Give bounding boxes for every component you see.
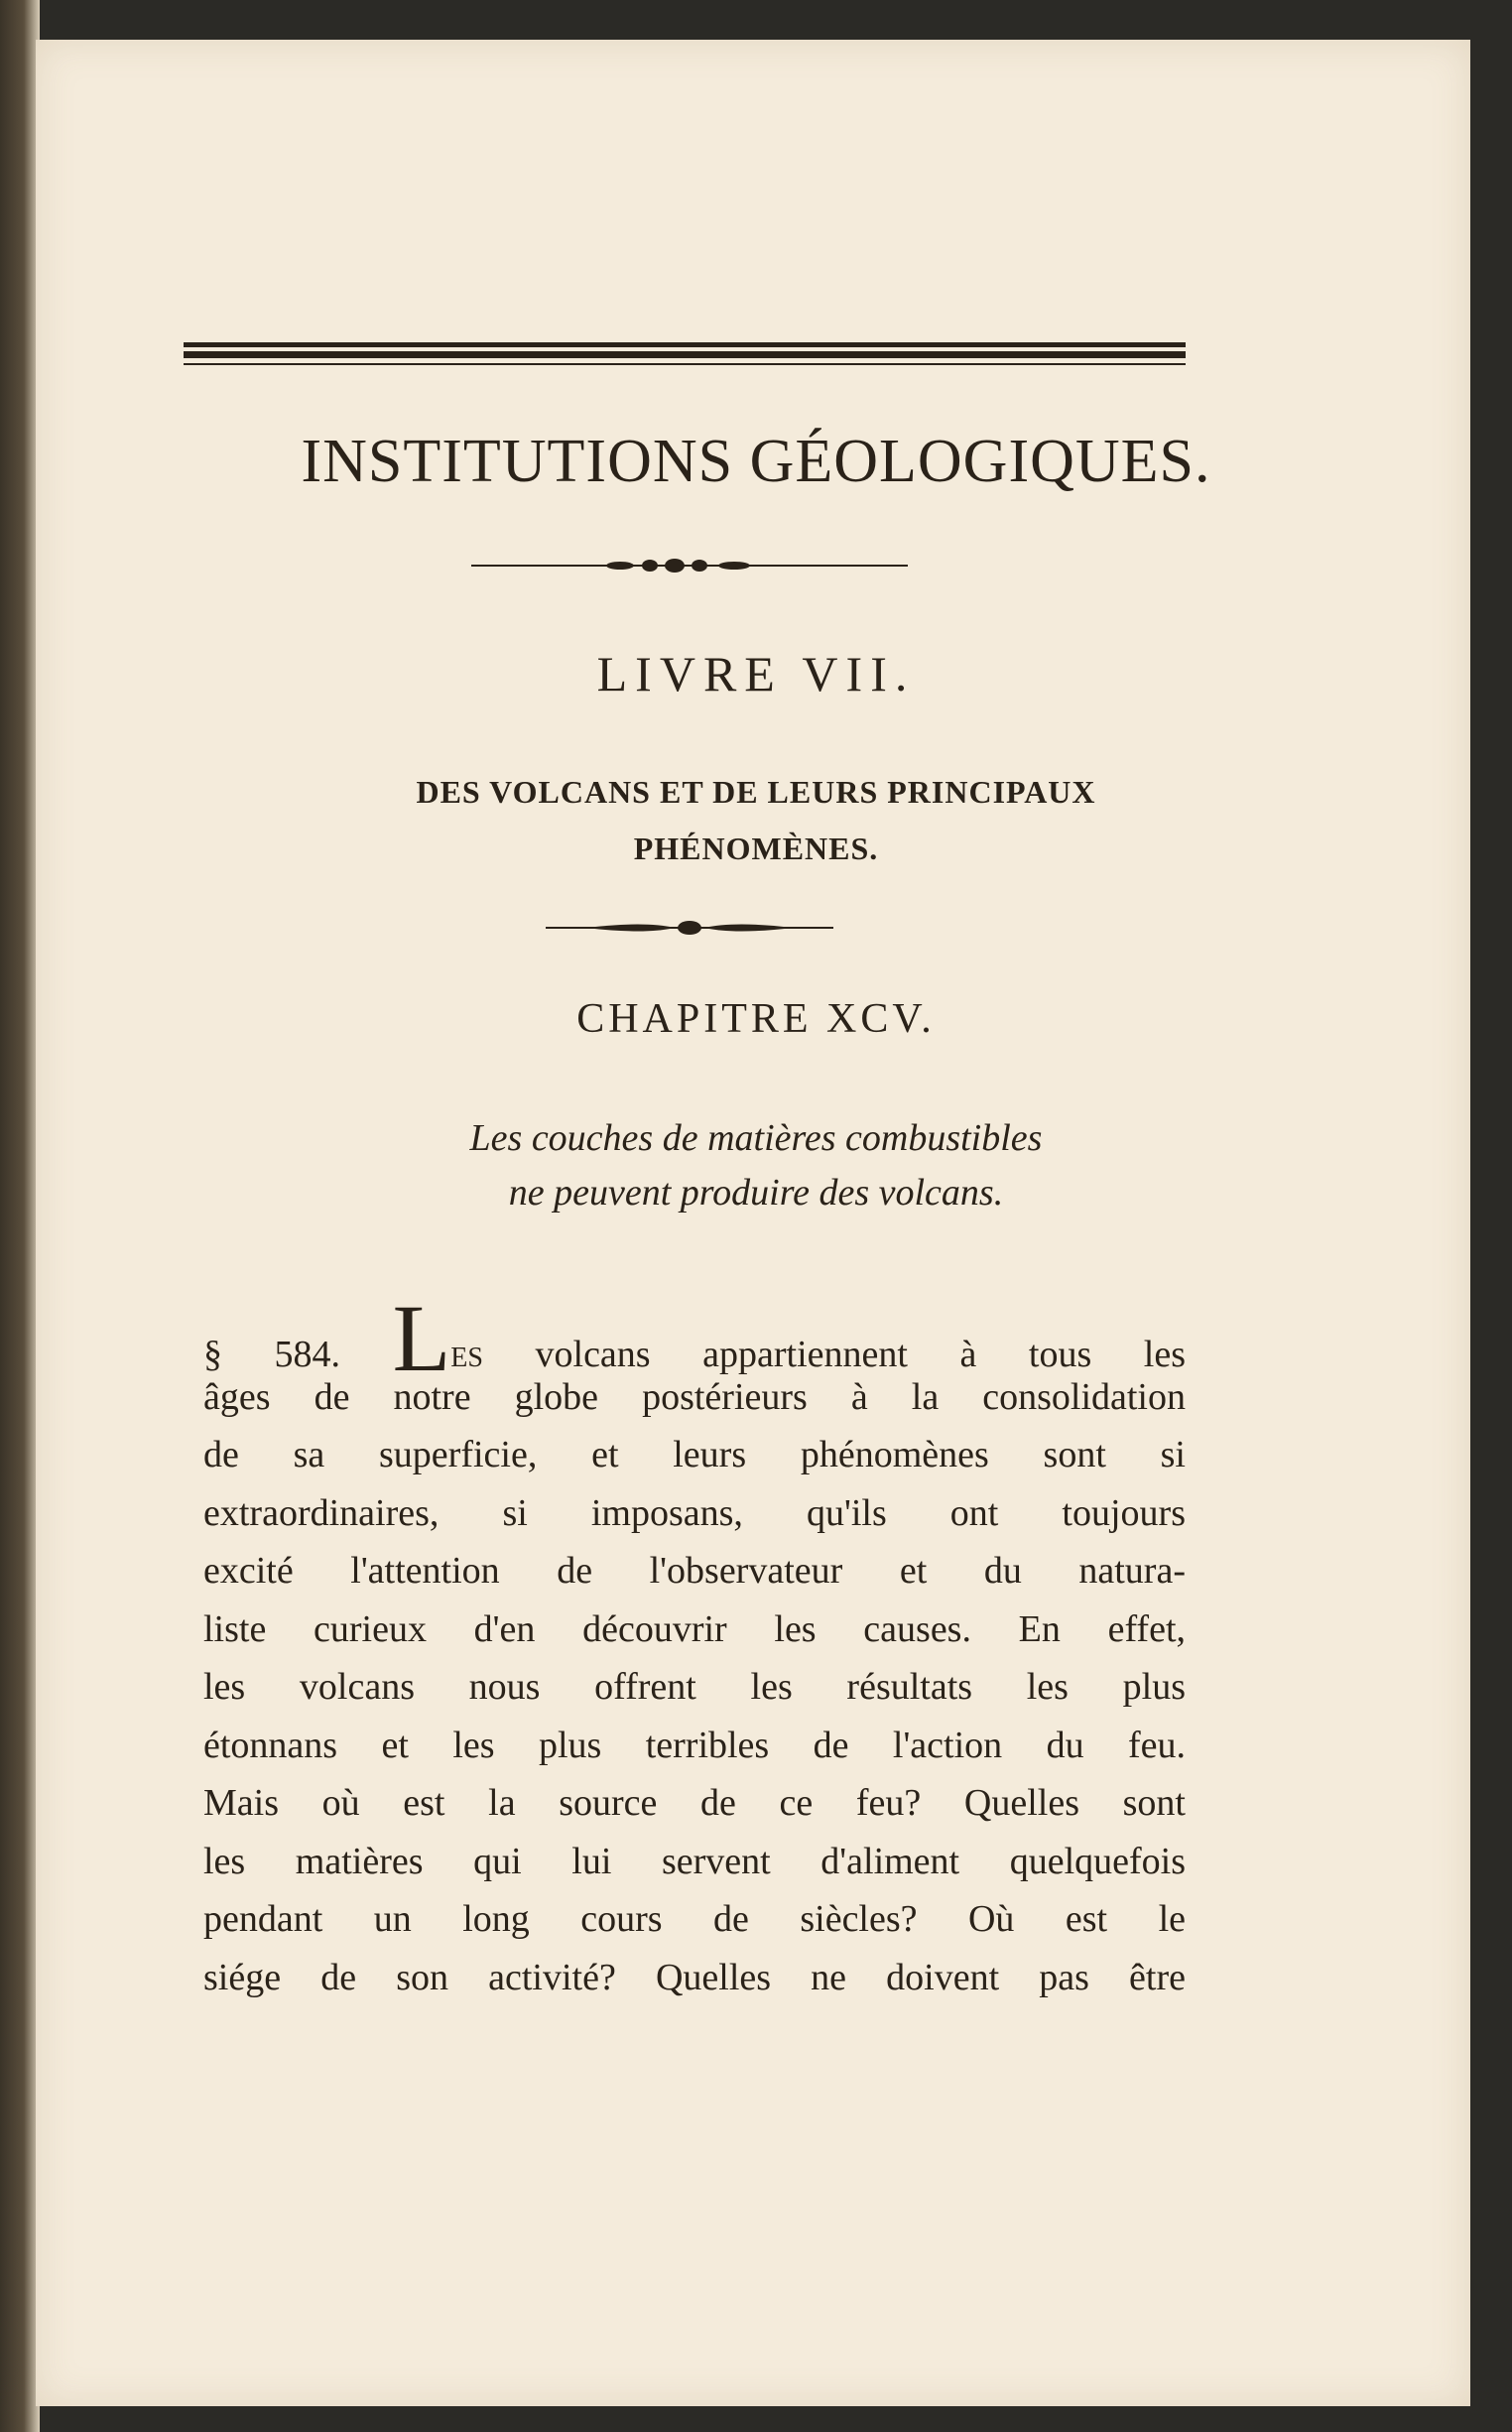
paragraph-line: de sa superficie, et leurs phénomènes sont si bbox=[203, 1434, 1186, 1475]
body-paragraph bbox=[203, 1285, 1187, 2006]
paragraph-line: siége de son activité? Quelles ne doivent pas être bbox=[203, 1956, 1186, 1998]
ornament-divider bbox=[546, 918, 833, 938]
section-number: § 584. bbox=[203, 1334, 341, 1375]
book-subtitle-line: DES VOLCANS ET DE LEURS PRINCIPAUX bbox=[416, 774, 1096, 810]
small-caps: ES bbox=[450, 1343, 483, 1373]
chapter-heading: CHAPITRE XCV. bbox=[576, 996, 936, 1042]
paragraph-line: étonnans et les plus terribles de l'action du feu. bbox=[203, 1724, 1186, 1766]
paragraph-line: les matières qui lui servent d'aliment quelquefois bbox=[203, 1840, 1186, 1882]
book-label: LIVRE VII. bbox=[596, 646, 916, 702]
chapter-summary-line: Les couches de matières combustibles bbox=[469, 1117, 1043, 1159]
book-title: INSTITUTIONS GÉOLOGIQUES. bbox=[301, 428, 1211, 495]
ornament-divider bbox=[471, 556, 908, 576]
paragraph-line: excité l'attention de l'observateur et du natura- bbox=[203, 1550, 1186, 1592]
paragraph-line: extraordinaires, si imposans, qu'ils ont toujours bbox=[203, 1491, 1186, 1534]
paragraph-line: âges de notre globe postérieurs à la consolidation bbox=[203, 1375, 1186, 1418]
paragraph-line: liste curieux d'en découvrir les causes. En effet, bbox=[203, 1607, 1186, 1650]
paragraph-line bbox=[203, 1285, 1187, 1391]
book-spine bbox=[0, 0, 40, 2432]
header-double-rule bbox=[184, 342, 1186, 370]
line-text: volcans appartiennent à tous les bbox=[482, 1334, 1187, 1375]
book-subtitle-line: PHÉNOMÈNES. bbox=[633, 831, 879, 866]
chapter-summary-line: ne peuvent produire des volcans. bbox=[508, 1172, 1004, 1214]
book-page bbox=[36, 40, 1470, 2406]
paragraph-line: Mais où est la source de ce feu? Quelles sont bbox=[203, 1782, 1186, 1824]
drop-cap: L bbox=[392, 1285, 451, 1391]
paragraph-line: pendant un long cours de siècles? Où est le bbox=[203, 1898, 1186, 1940]
paragraph-line: les volcans nous offrent les résultats les plus bbox=[203, 1666, 1186, 1708]
